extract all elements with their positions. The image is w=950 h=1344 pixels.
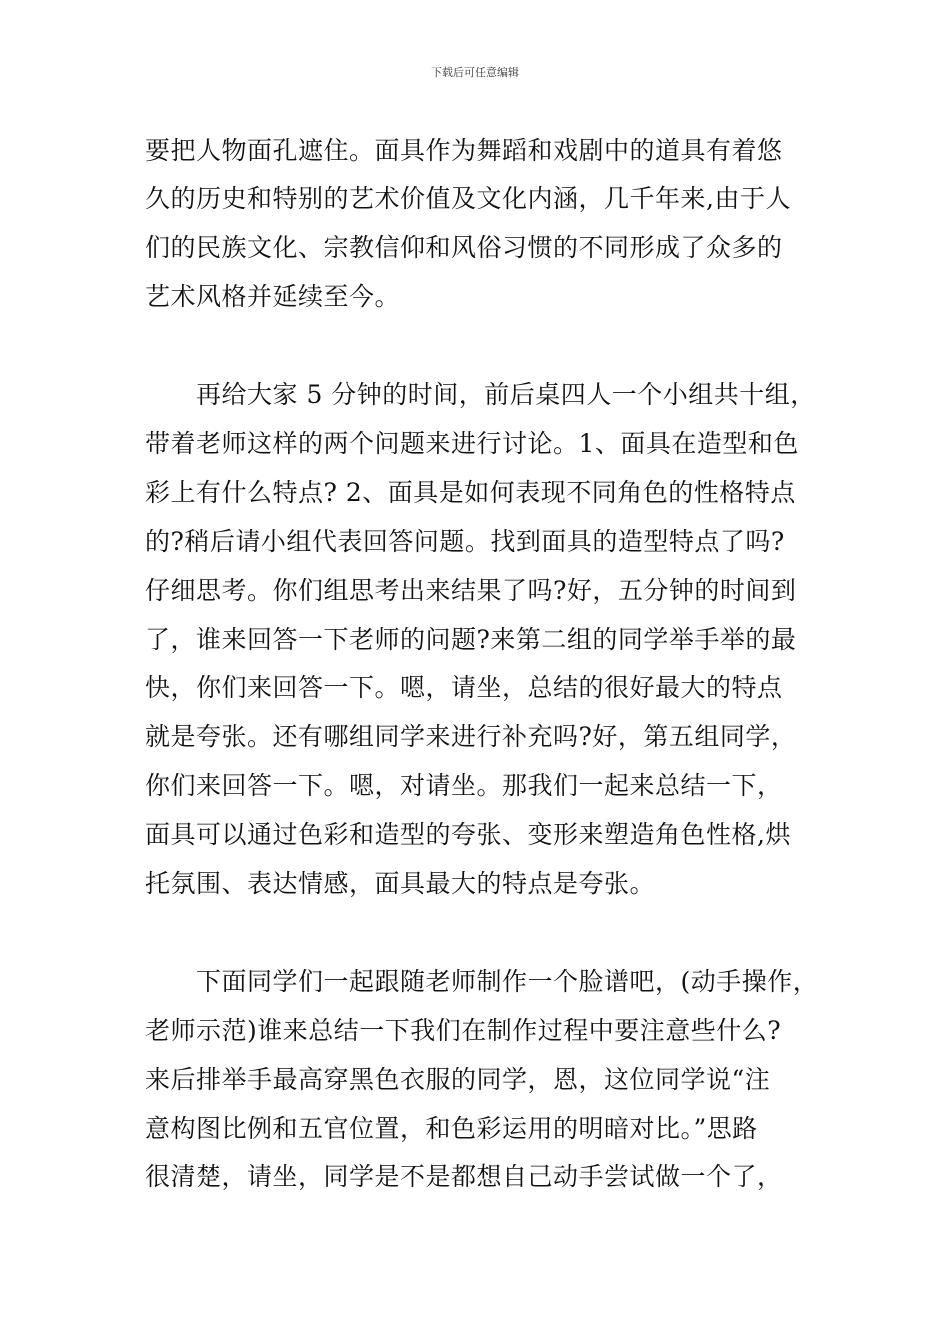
- text-line: 快，你们来回答一下。嗯，请坐，总结的很好最大的特点: [145, 673, 783, 702]
- text-line: 们的民族文化、宗教信仰和风俗习惯的不同形成了众多的: [145, 233, 783, 262]
- text-line: 就是夸张。还有哪组同学来进行补充吗?好，第五组同学，: [145, 722, 797, 751]
- text-line: 再给大家 5 分钟的时间，前后桌四人一个小组共十组，: [145, 380, 816, 409]
- text-line: 了，谁来回答一下老师的问题?来第二组的同学举手举的最: [145, 625, 797, 654]
- text-line: 意构图比例和五官位置，和色彩运用的明暗对比。”思路: [145, 1114, 758, 1143]
- text-line: 艺术风格并延续至今。: [145, 282, 401, 311]
- text-line: 带着老师这样的两个问题来进行讨论。1、面具在造型和色: [145, 429, 799, 458]
- text-line: 你们来回答一下。嗯，对请坐。那我们一起来总结一下，: [145, 771, 783, 800]
- page-header: 下载后可任意编辑: [431, 66, 519, 79]
- text-line: 面具可以通过色彩和造型的夸张、变形来塑造角色性格,烘: [145, 820, 791, 849]
- text-line: 要把人物面孔遮住。面具作为舞蹈和戏剧中的道具有着悠: [145, 136, 783, 165]
- text-line: 彩上有什么特点? 2、面具是如何表现不同角色的性格特点: [145, 478, 796, 507]
- text-line: 的?稍后请小组代表回答问题。找到面具的造型特点了吗?: [145, 527, 785, 556]
- text-line: 很清楚，请坐，同学是不是都想自己动手尝试做一个了，: [145, 1162, 783, 1191]
- text-line: 托氛围、表达情感，面具最大的特点是夸张。: [145, 869, 656, 898]
- text-line: 下面同学们一起跟随老师制作一个脸谱吧，(动手操作，: [145, 967, 819, 996]
- text-line: 久的历史和特别的艺术价值及文化内涵，几千年来,由于人: [145, 184, 791, 213]
- text-line: 来后排举手最高穿黑色衣服的同学，恩，这位同学说“注: [145, 1065, 771, 1094]
- text-line: 仔细思考。你们组思考出来结果了吗?好，五分钟的时间到: [145, 576, 797, 605]
- text-line: 老师示范)谁来总结一下我们在制作过程中要注意些什么?: [145, 1016, 782, 1045]
